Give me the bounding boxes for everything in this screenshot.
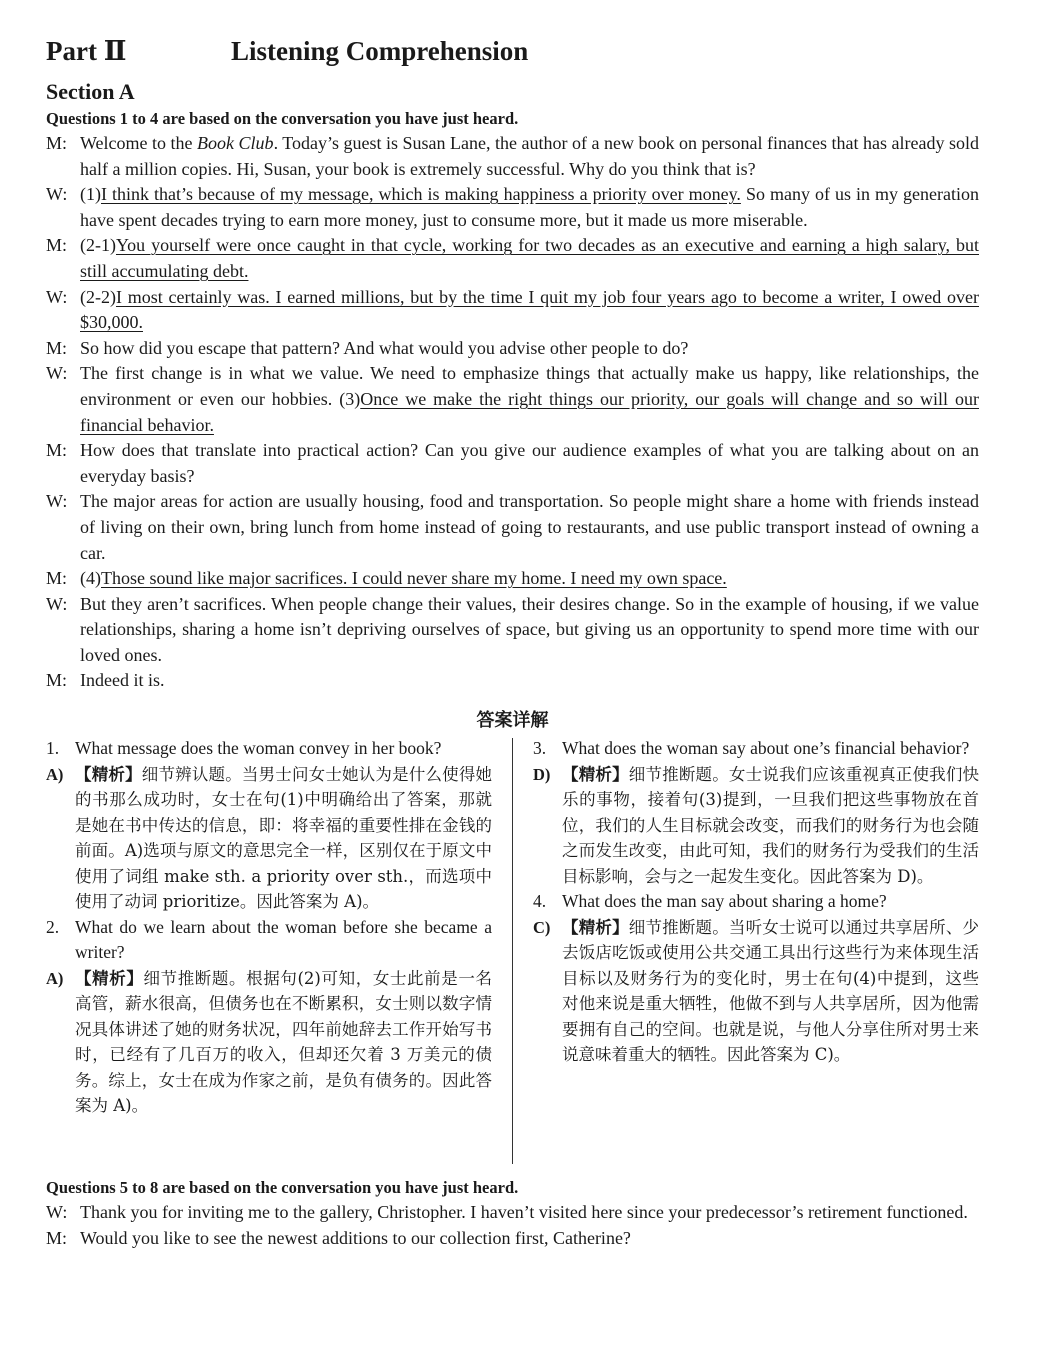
dialogue-turn: M: How does that translate into practical action? Can you give our audience examples of what you are talking about on an everyday basis? <box>46 438 979 489</box>
question-1: 1. What message does the woman convey in her book? <box>46 738 442 759</box>
key-sentence-4: Those sound like major sacrifices. I could never share my home. I need my own space. <box>101 568 727 589</box>
speaker: W: <box>46 184 68 205</box>
dialogue-turn: W: But they aren’t sacrifices. When people change their values, their desires change. So in the example of housing, if we value relationships, sharing a home isn’t depriving ourselves of space, but giving us an opportunity to spend more time with our loved ones. <box>46 592 979 669</box>
speaker: M: <box>46 1227 68 1248</box>
part-label: Part Ⅱ <box>46 36 127 66</box>
speaker: M: <box>46 337 68 358</box>
part-title: Listening Comprehension <box>231 36 529 66</box>
answer-1: A) 【精析】细节辨认题。当男士问女士她认为是什么使得她的书那么成功时，女士在句(1)中明确给出了答案，那就是她在书中传达的信息，即：将幸福的重要性排在金钱的前面。A)选项与原文的意思完全一样，区别仅在于原文中使用了词组 make sth. a priority over sth.，而选项中使用了动词 prioritize。因此答案为 A)。 <box>46 764 492 912</box>
dialogue-turn: W: Thank you for inviting me to the gallery, Christopher. I haven’t visited here since your predecessor’s retirement functioned. <box>46 1200 979 1226</box>
question-4: 4. What does the man say about sharing a home? <box>533 891 887 912</box>
dialogue-turn: W: The major areas for action are usually housing, food and transportation. So people might share a home with friends instead of living on their own, bring lunch from home instead of going to restaurants, and use public transport instead of owning a car. <box>46 489 979 566</box>
answers-left-column <box>46 736 492 1164</box>
answer-2: A) 【精析】细节推断题。根据句(2)可知，女士此前是一名高管，薪水很高，但债务也在不断累积，女士则以数字情况具体讲述了她的财务状况，四年前她辞去工作开始写书时，已经有了几百万的收入，但却还欠着 3 万美元的债务。综上，女士在成为作家之前，是负有债务的。因此答案为 A)。 <box>46 968 493 1116</box>
speaker: M: <box>46 235 68 256</box>
dialogue-turn: M: (2-1)You yourself were once caught in that cycle, working for two decades as an executive and earning a high salary, but still accumulating debt. <box>46 233 979 284</box>
book-title: Book Club <box>197 133 274 153</box>
key-sentence-2-1: You yourself were once caught in that cycle, working for two decades as an executive and earning a high salary, but still accumulating debt. <box>80 235 979 281</box>
speaker: W: <box>46 1202 68 1223</box>
answer-4: C) 【精析】细节推断题。当听女士说可以通过共享居所、少去饭店吃饭或使用公共交通工具出行这些行为来体现生活目标以及财务行为的变化时，男士在句(4)中提到，这些对他来说是重大牺牲，他做不到与人共享居所，因为他需要拥有自己的空间。也就是说，与他人分享住所对男士来说意味着重大的牺牲。因此答案为 C)。 <box>533 917 979 1065</box>
questions-1-4-heading: Questions 1 to 4 are based on the conversation you have just heard. <box>46 109 519 128</box>
speaker: W: <box>46 593 68 614</box>
answer-3: D) 【精析】细节推断题。女士说我们应该重视真正使我们快乐的事物，接着句(3)提到，一旦我们把这些事物放在首位，我们的人生目标就会改变，而我们的财务行为也会随之而发生改变，由此可知，我们的财务行为受我们的生活目标影响，会与之一起发生变化。因此答案为 D)。 <box>533 764 979 886</box>
dialogue-turn: M: (4)Those sound like major sacrifices. I could never share my home. I need my own space. <box>46 566 979 592</box>
questions-5-8-heading: Questions 5 to 8 are based on the conversation you have just heard. <box>46 1178 519 1198</box>
dialogue-turn: M: So how did you escape that pattern? And what would you advise other people to do? <box>46 336 979 362</box>
speaker: M: <box>46 568 68 589</box>
speaker: M: <box>46 670 68 691</box>
speaker: M: <box>46 440 68 461</box>
dialogue-turn: M: Welcome to the Book Club. Today’s guest is Susan Lane, the author of a new book on personal finances that has already sold half a million copies. Hi, Susan, your book is extremely successful. Why do you think that is? <box>46 131 979 182</box>
part-heading <box>46 36 979 67</box>
dialogue-turn: W: (1)I think that’s because of my message, which is making happiness a priority over money. So many of us in my generation have spent decades trying to earn more money, just to consume more, but it made us more miserable. <box>46 182 979 233</box>
key-sentence-2-2: I most certainly was. I earned millions, but by the time I quit my job four years ago to become a writer, I owed over $30,000. <box>80 286 979 333</box>
section-title: Section A <box>46 79 135 104</box>
answers-columns <box>46 736 979 1164</box>
question-3: 3. What does the woman say about one’s financial behavior? <box>533 738 970 759</box>
key-sentence-3: Once we make the right things our priority, our goals will change and so will our financial behavior. <box>80 388 979 435</box>
answers-title: 答案详解 <box>476 710 549 732</box>
dialogue-turn: M: Indeed it is. <box>46 668 979 694</box>
key-sentence-1: I think that’s because of my message, which is making happiness a priority over money. <box>101 184 741 205</box>
speaker: W: <box>46 363 68 384</box>
question-2: 2. What do we learn about the woman before she became a writer? <box>46 916 492 963</box>
dialogue-turn: W: (2-2)I most certainly was. I earned millions, but by the time I quit my job four years ago to become a writer, I owed over $30,000. <box>46 285 979 336</box>
speaker: W: <box>46 286 68 307</box>
dialogue-turn: W: The first change is in what we value. We need to emphasize things that actually make us happy, like relationships, the environment or even our hobbies. (3)Once we make the right things our priority, our goals will change and so will our financial behavior. <box>46 361 979 438</box>
speaker: W: <box>46 491 68 512</box>
speaker: M: <box>46 133 68 153</box>
dialogue-turn: M: Would you like to see the newest additions to our collection first, Catherine? <box>46 1226 979 1252</box>
column-divider <box>512 738 513 1164</box>
answers-right-column <box>533 736 979 1164</box>
